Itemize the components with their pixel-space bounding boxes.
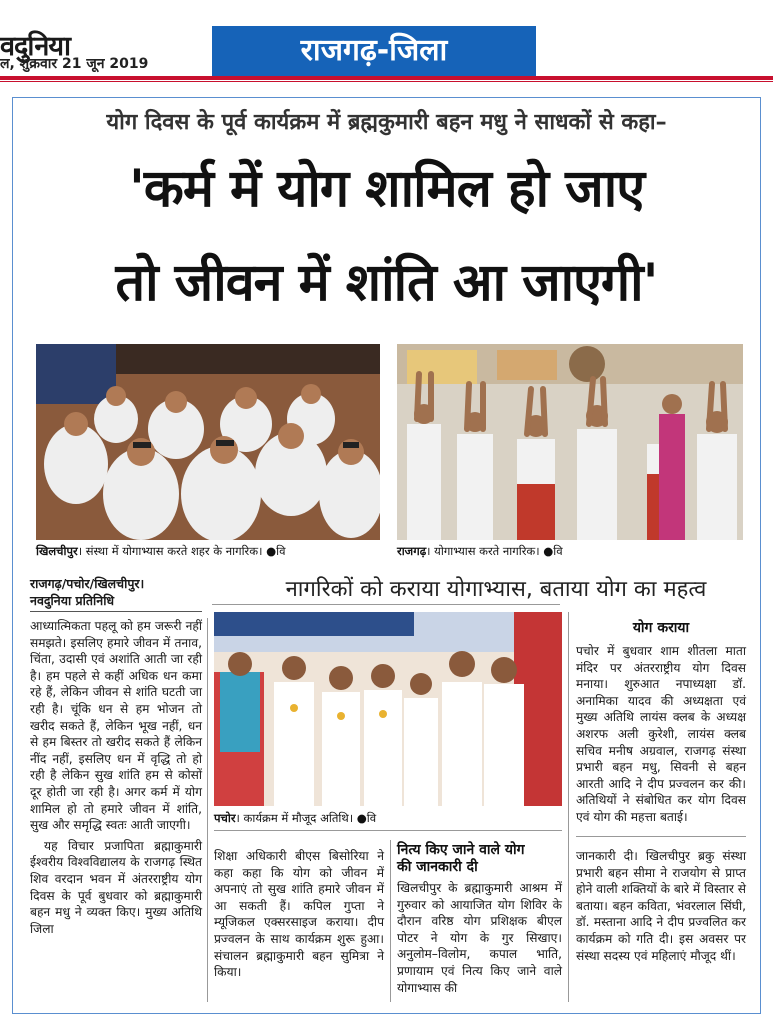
column-divider (568, 612, 569, 1002)
box-1-title: योग कराया (632, 620, 690, 636)
box-2-title (397, 842, 562, 876)
section-banner: राजगढ़-जिला (212, 26, 536, 76)
photo-2-caption (397, 544, 743, 559)
caption-place: राजगढ़ (397, 544, 427, 558)
box-2-title-line-1: नित्य किए जाने वाले योग (397, 842, 525, 858)
box-1-rule (576, 836, 746, 837)
story-kicker: योग दिवस के पूर्व कार्यक्रम में ब्रह्मकुमारी बहन मधु ने साधकों से कहा– (106, 110, 667, 135)
box-2-title-line-2: की जानकारी दी (397, 859, 478, 875)
header-thin-rule (0, 81, 773, 82)
column-divider (207, 618, 208, 1002)
headline-line-1: 'कर्म में योग शामिल हो जाए (128, 159, 644, 219)
photo-pachor-guests (214, 612, 562, 806)
photo-1-caption (36, 544, 380, 559)
header-rule (0, 76, 773, 80)
photo-rajgarh-yoga (397, 344, 743, 540)
col1-para-1: आध्यात्मिकता पहलू को हम जरूरी नहीं समझते। इसलिए हमारे जीवन में तनाव, चिंता, उदासी एवं अशांति आती जा रही है। हम पहले से कहीं अधिक धन कमा रहे हैं, लेकिन जीवन से शांति घटती जा रही है। चूंकि धन से हम भोजन तो खरीद सकते हैं, लेकिन भूख नहीं, धन से हम बिस्तर तो खरीद सकते हैं लेकिन नींद नहीं, इसलिए धन में वृद्धि तो हो रही है लेकिन सुख शांति हम से कोसों दूर होती जा रही है। अगर कर्म में योग शामिल हो तो हमारे जीवन में शांति, सुख और समृद्धि स्वतः आती जाएगी। (30, 619, 202, 833)
col1-para-2: यह विचार प्रजापिता ब्रह्माकुमारी ईश्वरीय विश्वविद्यालय के राजगढ़ स्थित शिव वरदान भवन में अंतरराष्ट्रीय योग दिवस के पूर्व बुधवार को ब्रह्माकुमारी बहन मधु ने व्यक्त किए। मुख्य अतिथि जिला (30, 838, 202, 936)
column-1 (30, 618, 202, 937)
column-divider (390, 840, 391, 1002)
headline-line-2: तो जीवन में शांति आ जाएगी' (115, 253, 658, 313)
photo-khilchipur-yoga (36, 344, 380, 540)
story-byline: नवदुनिया प्रतिनिधि (30, 593, 115, 608)
column-2: शिक्षा अधिकारी बीएस बिसोरिया ने कहा कहा कि योग को जीवन में अपनाएं तो सुख शांति हमारे जीवन में आ सकती हैं। कपिल गुप्ता ने म्यूजिकल एक्सरसाइज कराया। दीप प्रज्वलन के साथ कार्यक्रम शुरू हुआ। संचालन ब्रह्माकुमारी बहन सुमित्रा ने किया। (214, 849, 384, 980)
column-4-top: पचोर में बुधवार शाम शीतला माता मंदिर पर अंतरराष्ट्रीय योग दिवस मनाया। शुरुआत नपाध्यक्षा डॉ. अनामिका यादव की अध्यक्षता एवं मुख्य अतिथि लायंस क्लब के अध्यक्ष अशरफ अली कुरेशी, लायंस क्लब सचिव मनीष अग्रवाल, राजगढ़ संस्था प्रभारी बहन मधु, सिवनी से बहन आरती आदि ने दीप प्रज्वलन कर की। अतिथियों ने संबोधित कर योग दिवस एवं योग की महत्ता बताई। (576, 644, 746, 824)
column-4-bottom: जानकारी दी। खिलचीपुर ब्रकु संस्था प्रभारी बहन सीमा ने राजयोग से प्राप्त होने वाली शक्तियों के बारे में विस्तार से बताया। बहन कविता, भंवरलाल सिंघी, डॉ. मस्ताना आदि ने दीप प्रज्वलित कर कार्यक्रम को गति दी। इस अवसर पर संस्था सदस्य एवं महिलाएं मौजूद थीं। (576, 849, 746, 963)
edition-dateline: ल, शुक्रवार 21 जून 2019 (0, 56, 149, 72)
photo-3-rule (214, 830, 562, 831)
subhead-rule (212, 604, 560, 605)
story-subhead: नागरिकों को कराया योगाभ्यास, बताया योग का महत्व (285, 577, 707, 602)
column-3: खिलचीपुर के ब्रह्माकुमारी आश्रम में गुरुवार को आयाजित योग शिविर के दौरान वरिष्ठ योग प्रशिक्षक बीएल पोटर ने योग के गुर सिखाए। अनुलोम–विलोम, कपाल भाति, प्रणायाम एवं नित्य किए जाने वाले योगाभ्यास की (397, 881, 562, 995)
photo-3-caption (214, 811, 562, 826)
caption-place: खिलचीपुर (36, 544, 78, 558)
newspaper-logo: वदुनिया (0, 31, 70, 62)
caption-text: । कार्यक्रम में मौजूद अतिथि। ●वि (235, 811, 377, 825)
caption-text: । योगाभ्यास करते नागरिक। ●वि (426, 544, 563, 558)
byline-rule (30, 611, 202, 612)
caption-text: । संस्था में योगाभ्यास करते शहर के नागरिक। ●वि (77, 544, 286, 558)
caption-place: पचोर (214, 811, 236, 825)
story-dateline: राजगढ़/पचोर/खिलचीपुर। (30, 576, 145, 591)
